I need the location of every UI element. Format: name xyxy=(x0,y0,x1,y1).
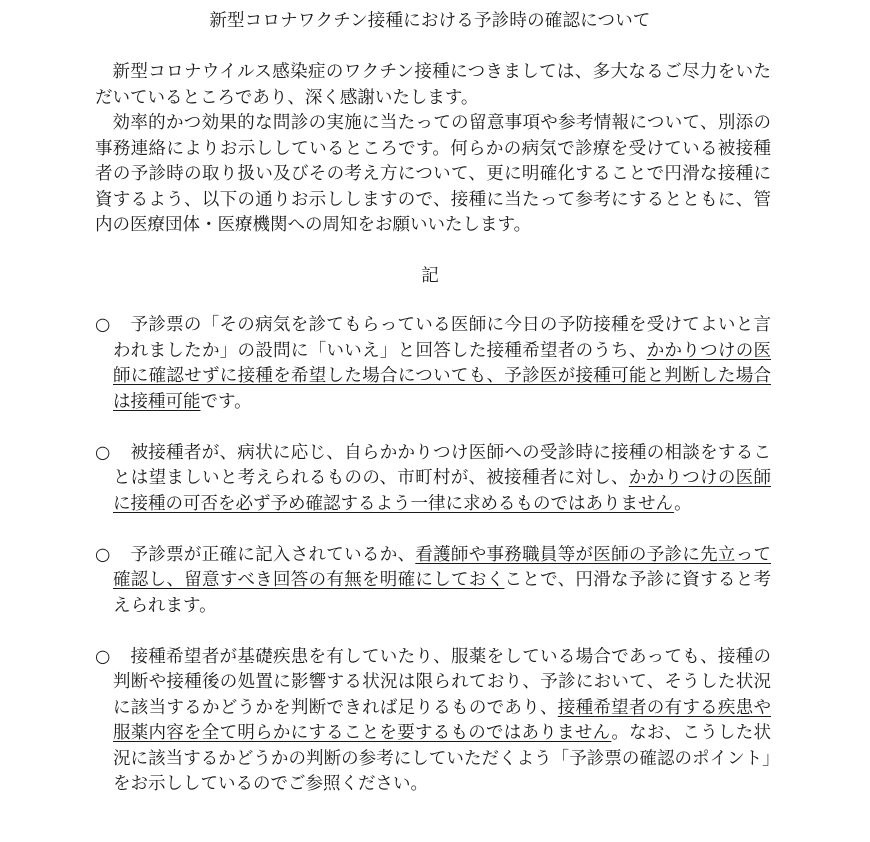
item-text-plain: です。 xyxy=(200,391,252,412)
item-text xyxy=(113,645,771,798)
circle-bullet-icon: ○ xyxy=(95,646,111,667)
item-text-underlined: かかりつけの医師に確認せずに接種を希望した場合についても、予診医が接種可能と判断した場合は接種可能 xyxy=(113,340,771,412)
item-text-plain: 予診票が正確に記入されているか、 xyxy=(130,544,416,565)
item-text-underlined: 接種希望者の有する疾患や服薬内容を全て明らかにすることを要するものではありません xyxy=(113,697,772,743)
circle-bullet-icon: ○ xyxy=(95,544,111,565)
circle-bullet-icon: ○ xyxy=(95,442,111,463)
item-text-underlined: かかりつけの医師に接種の可否を必ず予め確認するよう一律に求めるものではありません xyxy=(113,468,771,514)
ki-heading: 記 xyxy=(421,266,439,286)
item-text xyxy=(113,543,771,620)
intro-paragraph-1: 新型コロナウイルス感染症のワクチン接種につきましては、多大なるご尽力をいただいているところであり、深く感謝いたします。 xyxy=(95,62,771,108)
circle-bullet-icon: ○ xyxy=(95,315,111,335)
list-item-3 xyxy=(95,543,771,620)
document-title: 新型コロナワクチン接種における予診時の確認について xyxy=(209,11,651,31)
intro-section xyxy=(95,60,771,239)
list-item-1 xyxy=(95,313,771,415)
intro-paragraph-2: 効率的かつ効果的な問診の実施に当たっての留意事項や参考情報について、別添の事務連絡によりお示ししているところです。何らかの病気で診療を受けている被接種者の予診時の取り扱い及びその考え方について、更に明確化することで円滑な接種に資するよう、以下の通りお示ししますので、接種に当たって参考にするとともに、管内の医療団体・医療機関への周知をお願いいたします。 xyxy=(95,113,771,235)
items-list xyxy=(95,313,771,798)
item-text-plain: ことで、円滑な予診に資すると考えられます。 xyxy=(113,570,771,616)
item-text-plain: 被接種者が、病状に応じ、自らかかりつけ医師への受診時に接種の相談をすることは望ましいと考えられるものの、市町村が、被接種者に対し、 xyxy=(113,442,771,488)
item-text-plain: 接種希望者が基礎疾患を有していたり、服薬をしている場合であっても、接種の判断や接種後の処置に影響する状況は限られており、予診において、そうした状況に該当するかどうかを判断できれば足りるものであり、 xyxy=(113,646,771,718)
item-text-plain: 。なお、こうした状況に該当するかどうかの判断の参考にしていただくよう「予診票の確認のポイント」をお示ししているのでご参照ください。 xyxy=(113,723,771,794)
item-text-plain: 予診票の「その病気を診てもらっている医師に今日の予防接種を受けてよいと言われましたか」の設問に「いいえ」と回答した接種希望者のうち、 xyxy=(113,315,771,361)
item-text-underlined: 看護師や事務職員等が医師の予診に先立って確認し、留意すべき回答の有無を明確にしておく xyxy=(113,544,772,590)
item-text-plain: 。 xyxy=(674,493,692,514)
list-item-4 xyxy=(95,645,771,798)
list-item-2 xyxy=(95,441,771,518)
item-text xyxy=(113,313,771,415)
item-text xyxy=(113,441,771,518)
